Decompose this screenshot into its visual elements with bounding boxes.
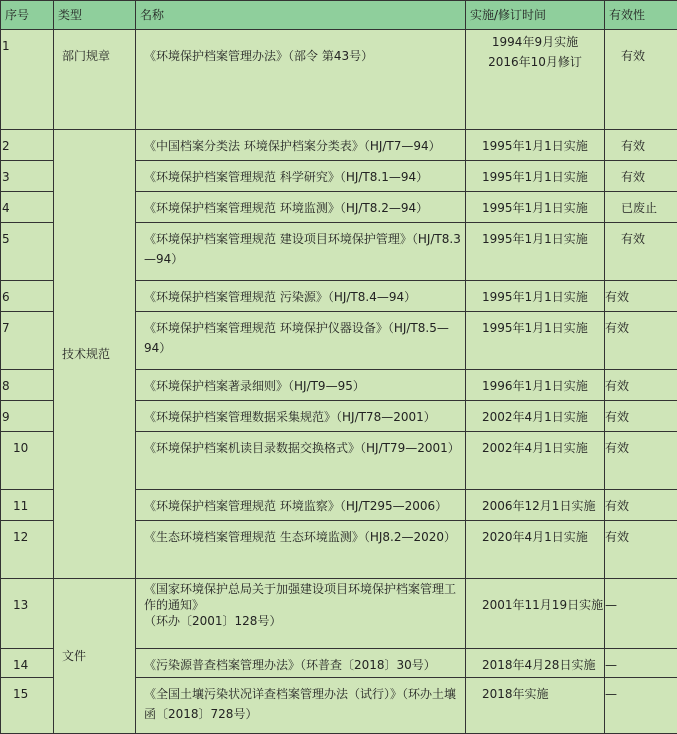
date-implemented: 1994年9月实施	[466, 32, 604, 52]
document-name: 《环境保护档案管理规范 科学研究》（HJ/T8.1—94）	[136, 161, 466, 192]
document-name: 《环境保护档案机读目录数据交换格式》（HJ/T79—2001）	[136, 432, 466, 490]
validity: 有效	[605, 281, 677, 312]
document-name: 《环境保护档案管理办法》（部令 第43号）	[136, 30, 466, 130]
validity: 有效	[605, 161, 677, 192]
validity: 有效	[605, 30, 677, 130]
document-name: 《全国土壤污染状况详查档案管理办法（试行）》（环办土壤函〔2018〕728号）	[136, 678, 466, 734]
validity: 有效	[605, 432, 677, 490]
validity: —	[605, 678, 677, 734]
document-name-cell	[136, 579, 466, 649]
header-type: 类型	[54, 1, 136, 30]
row-number: 4	[1, 192, 54, 223]
document-name: 《国家环境保护总局关于加强建设项目环境保护档案管理工作的通知》	[144, 581, 461, 613]
validity: 有效	[605, 130, 677, 161]
document-name: 《污染源普查档案管理办法》（环普查〔2018〕30号）	[136, 649, 466, 678]
validity: 有效	[605, 521, 677, 579]
type-cell-technical: 技术规范	[54, 130, 136, 579]
validity: —	[605, 579, 677, 649]
row-number: 10	[1, 432, 54, 490]
date-revised: 2016年10月修订	[466, 52, 604, 72]
date: 2001年11月19日实施	[466, 579, 605, 649]
document-name: 《生态环境档案管理规范 生态环境监测》（HJ8.2—2020）	[136, 521, 466, 579]
row-number: 8	[1, 370, 54, 401]
date: 1995年1月1日实施	[466, 192, 605, 223]
date: 1995年1月1日实施	[466, 281, 605, 312]
table-row	[1, 130, 677, 161]
row-number: 7	[1, 312, 54, 370]
row-number: 12	[1, 521, 54, 579]
date: 2020年4月1日实施	[466, 521, 605, 579]
validity: 有效	[605, 490, 677, 521]
validity: 有效	[605, 223, 677, 281]
document-name: 《中国档案分类法 环境保护档案分类表》（HJ/T7—94）	[136, 130, 466, 161]
document-name: 《环境保护档案管理规范 环境监察》（HJ/T295—2006）	[136, 490, 466, 521]
validity: —	[605, 649, 677, 678]
header-validity: 有效性	[605, 1, 677, 30]
header-row	[1, 1, 677, 30]
validity: 已废止	[605, 192, 677, 223]
row-number: 3	[1, 161, 54, 192]
document-name: 《环境保护档案管理规范 建设项目环境保护管理》（HJ/T8.3—94）	[136, 223, 466, 281]
date: 2018年4月28日实施	[466, 649, 605, 678]
date: 1995年1月1日实施	[466, 161, 605, 192]
date: 1996年1月1日实施	[466, 370, 605, 401]
row-number: 15	[1, 678, 54, 734]
validity: 有效	[605, 370, 677, 401]
type-cell-document: 文件	[54, 579, 136, 734]
document-name: 《环境保护档案管理规范 污染源》（HJ/T8.4—94）	[136, 281, 466, 312]
document-name: 《环境保护档案著录细则》（HJ/T9—95）	[136, 370, 466, 401]
header-no: 序号	[1, 1, 54, 30]
document-name: 《环境保护档案管理规范 环境保护仪器设备》（HJ/T8.5—94）	[136, 312, 466, 370]
date: 2002年4月1日实施	[466, 432, 605, 490]
header-date: 实施/修订时间	[466, 1, 605, 30]
type-cell-regulation: 部门规章	[54, 30, 136, 130]
date: 2002年4月1日实施	[466, 401, 605, 432]
row-number: 2	[1, 130, 54, 161]
date: 2006年12月1日实施	[466, 490, 605, 521]
row-number: 1	[1, 30, 54, 130]
table-row	[1, 30, 677, 130]
row-number: 11	[1, 490, 54, 521]
date-cell	[466, 30, 605, 130]
validity: 有效	[605, 312, 677, 370]
header-name: 名称	[136, 1, 466, 30]
document-name: 《环境保护档案管理规范 环境监测》（HJ/T8.2—94）	[136, 192, 466, 223]
date: 1995年1月1日实施	[466, 130, 605, 161]
document-name: 《环境保护档案管理数据采集规范》（HJ/T78—2001）	[136, 401, 466, 432]
date: 1995年1月1日实施	[466, 223, 605, 281]
row-number: 6	[1, 281, 54, 312]
date: 1995年1月1日实施	[466, 312, 605, 370]
row-number: 14	[1, 649, 54, 678]
validity: 有效	[605, 401, 677, 432]
row-number: 9	[1, 401, 54, 432]
row-number: 5	[1, 223, 54, 281]
document-number: （环办〔2001〕128号）	[144, 613, 461, 629]
date: 2018年实施	[466, 678, 605, 734]
table-row	[1, 579, 677, 649]
row-number: 13	[1, 579, 54, 649]
